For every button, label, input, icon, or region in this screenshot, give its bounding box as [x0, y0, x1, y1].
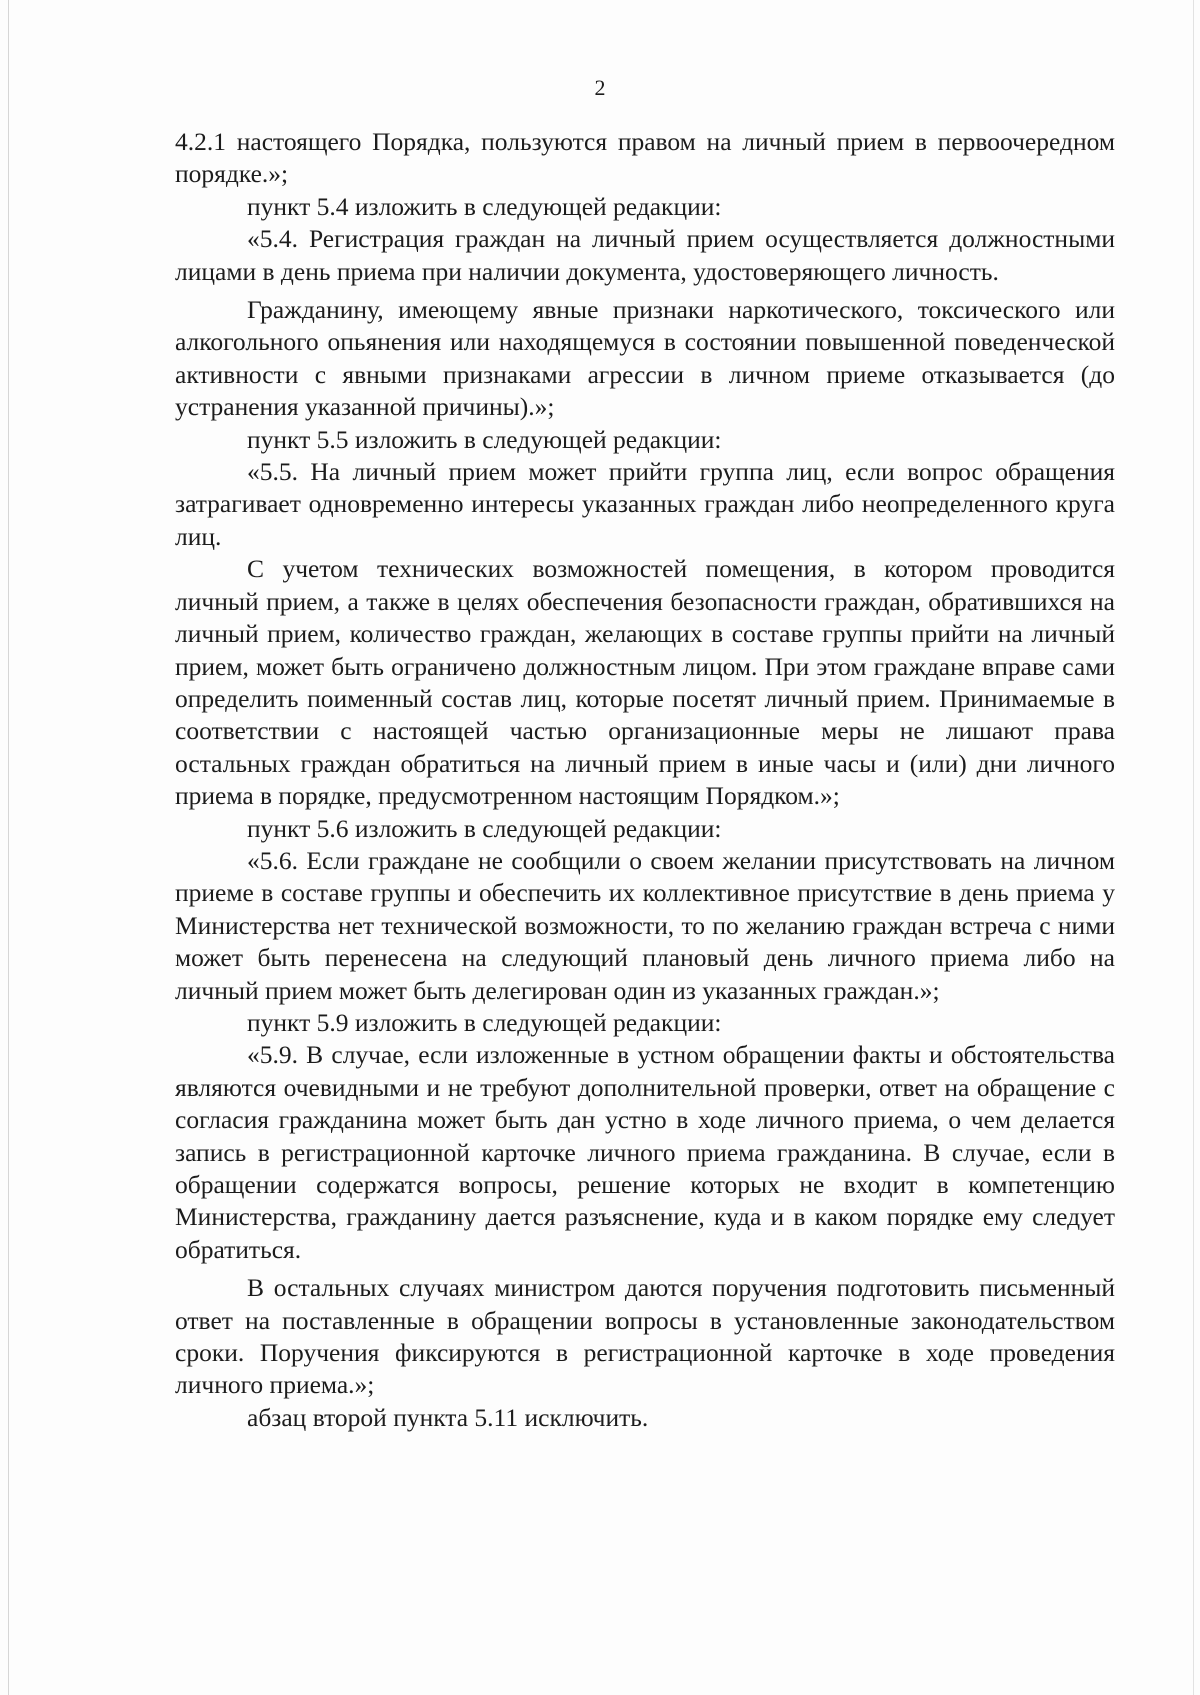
paragraph: пункт 5.6 изложить в следующей редакции: [247, 813, 722, 843]
paragraph: пункт 5.5 изложить в следующей редакции: [247, 424, 722, 454]
scan-edge-left [8, 0, 9, 1695]
paragraph: С учетом технических возможностей помещения, в котором проводится личный прием, а также в целях обеспечения безопасности граждан, обратившихся на личный прием, количество граждан, желающих в составе группы прийти на личный прием, может быть ограничено должностным лицом. При этом граждане вправе сами определить поименный состав лиц, которые посетят личный прием. Принимаемые в соответствии с настоящей частью организационные меры не лишают права остальных граждан обратиться на личный прием в иные часы и (или) дни личного приема в порядке, предусмотренном настоящим Порядком.»; [175, 554, 1115, 811]
paragraph: 4.2.1 настоящего Порядка, пользуются правом на личный прием в первоочередном порядке.»; [175, 127, 1115, 189]
document-body [175, 126, 1115, 1434]
paragraph: «5.5. На личный прием может прийти группа лиц, если вопрос обращения затрагивает одновременно интересы указанных граждан либо неопределенного круга лиц. [175, 457, 1115, 551]
scan-edge-right [1193, 0, 1194, 1695]
paragraph: В остальных случаях министром даются поручения подготовить письменный ответ на поставленные в обращении вопросы в установленные законодательством сроки. Поручения фиксируются в регистрационной карточке в ходе проведения личного приема.»; [175, 1273, 1115, 1400]
paragraph: пункт 5.4 изложить в следующей редакции: [247, 191, 722, 221]
paragraph: «5.9. В случае, если изложенные в устном обращении факты и обстоятельства являются очевидными и не требуют дополнительной проверки, ответ на обращение с согласия гражданина может быть дан устно в ходе личного приема, о чем делается запись в регистрационной карточке личного приема гражданина. В случае, если в обращении содержатся вопросы, решение которых не входит в компетенцию Министерства, гражданину дается разъяснение, куда и в каком порядке ему следует обратиться. [175, 1040, 1115, 1264]
paragraph: абзац второй пункта 5.11 исключить. [247, 1402, 649, 1432]
paragraph: «5.6. Если граждане не сообщили о своем желании присутствовать на личном приеме в составе группы и обеспечить их коллективное присутствие в день приема у Министерства нет технической возможности, то по желанию граждан встреча с ними может быть перенесена на следующий плановый день личного приема либо на личный прием может быть делегирован один из указанных граждан.»; [175, 845, 1115, 1005]
paragraph: Гражданину, имеющему явные признаки наркотического, токсического или алкогольного опьянения или находящемуся в состоянии повышенной поведенческой активности с явными признаками агрессии в личном приеме отказывается (до устранения указанной причины).»; [175, 295, 1115, 422]
paragraph: «5.4. Регистрация граждан на личный прием осуществляется должностными лицами в день приема при наличии документа, удостоверяющего личность. [175, 224, 1115, 286]
page-number: 2 [594, 75, 606, 100]
paragraph: пункт 5.9 изложить в следующей редакции: [247, 1007, 722, 1037]
